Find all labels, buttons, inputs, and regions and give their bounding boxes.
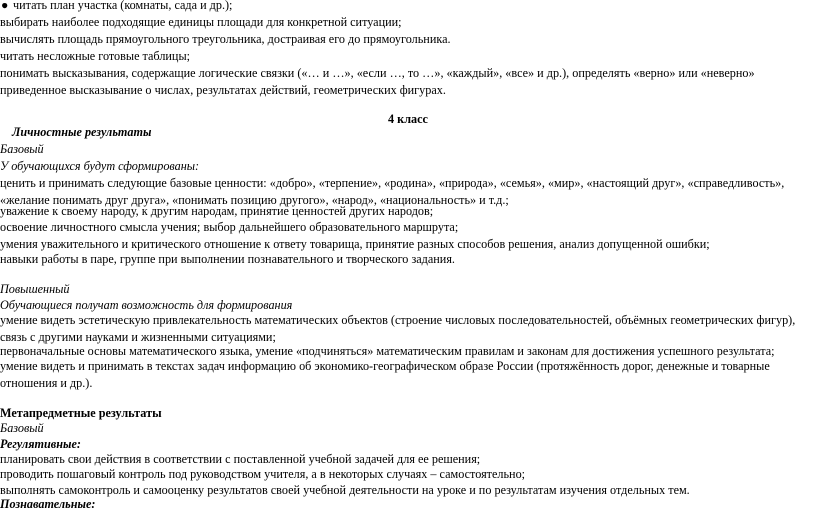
list-item-text: читать план участка (комнаты, сада и др.); [13, 0, 233, 12]
list-item: навыки работы в паре, группе при выполнении познавательного и творческого задания. [0, 252, 455, 266]
list-item: первоначальные основы математического языка, умение «подчиняться» математическим правилам и законам для достижения успешного результата; [0, 344, 775, 358]
section-heading-meta: Метапредметные результаты [0, 406, 162, 420]
level-label-basic: Базовый [0, 142, 44, 156]
list-item: освоение личностного смысла учения; выбор дальнейшего образовательного маршрута; [0, 220, 459, 234]
list-item: умение видеть и принимать в текстах задач информацию об экономико-географическом образе России (протяжённость дорог, денежные и товарные отношения и др.). [0, 359, 770, 391]
intro-text: У обучающихся будут сформированы: [0, 159, 200, 173]
intro-text: Обучающиеся получат возможность для формирования [0, 298, 293, 312]
list-item: читать несложные готовые таблицы; [0, 49, 191, 63]
level-label-advanced: Повышенный [0, 282, 70, 296]
list-item: проводить пошаговый контроль под руководством учителя, а в некоторых случаях – самостоятельно; [0, 467, 526, 481]
section-heading-personal: Личностные результаты [12, 125, 152, 139]
subsection-heading-regulatory: Регулятивные: [0, 437, 81, 451]
list-item: понимать высказывания, содержащие логические связки («… и …», «если …, то …», «каждый», «все» и др.), определять «верно» или «неверно» приведенное высказывание о числах, результатах действий, геометрических фигурах. [0, 66, 755, 98]
list-item: вычислять площадь прямоугольного треугольника, достраивая его до прямоугольника. [0, 32, 451, 46]
subsection-heading-cognitive: Познавательные: [0, 497, 96, 511]
list-item: умения уважительного и критического отношение к ответу товарища, принятие разных способов решения, анализ допущенной ошибки; [0, 237, 710, 251]
list-item: планировать свои действия в соответствии с поставленной учебной задачей для ее решения; [0, 452, 481, 466]
list-item [0, 0, 232, 14]
level-label-basic: Базовый [0, 421, 44, 435]
list-item: выбирать наиболее подходящие единицы площади для конкретной ситуации; [0, 15, 402, 29]
list-item: выполнять самоконтроль и самооценку результатов своей учебной деятельности на уроке и по результатам изучения отдельных тем. [0, 483, 690, 497]
bullet-icon: ● [1, 0, 9, 12]
list-item: умение видеть эстетическую привлекательность математических объектов (строение числовых последовательностей, объёмных геометрических фигур), связь с другими науками и жизненными ситуациями; [0, 313, 796, 345]
list-item: ценить и принимать следующие базовые ценности: «добро», «терпение», «родина», «природа», «семья», «мир», «настоящий друг», «справедливость», «желание понимать друг друга», «понимать позицию другого», «народ», «национальность» и т.д.; [0, 176, 785, 208]
grade-heading: 4 класс [388, 112, 428, 126]
list-item: уважение к своему народу, к другим народам, принятие ценностей других народов; [0, 204, 434, 218]
